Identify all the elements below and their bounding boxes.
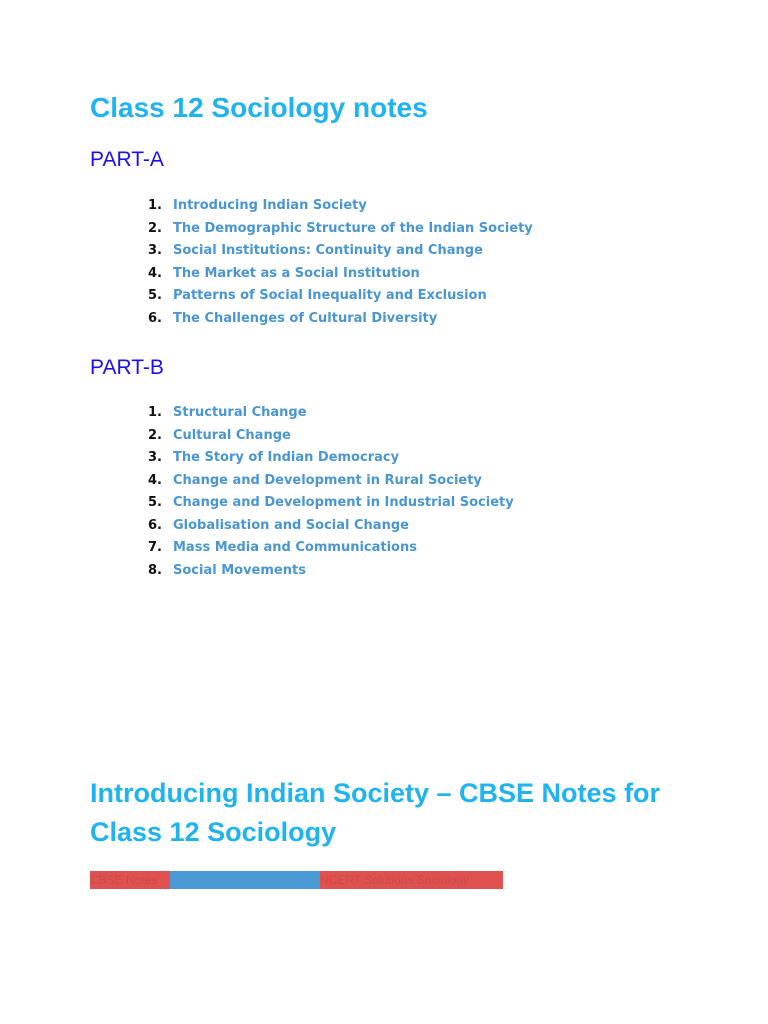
list-item [148, 561, 514, 584]
chapter-link[interactable]: Structural Change [173, 405, 307, 420]
list-number: 3. [148, 450, 162, 465]
list-number: 1. [148, 198, 162, 213]
tag-bar [90, 871, 503, 889]
list-item [148, 493, 514, 516]
list-item [148, 471, 514, 494]
chapter-link[interactable]: Cultural Change [173, 427, 291, 443]
part-b-heading: PART-B [90, 356, 164, 379]
list-number: 6. [148, 310, 162, 326]
page-title: Class 12 Sociology notes [90, 92, 428, 123]
chapter-link[interactable]: The Market as a Social Institution [173, 265, 420, 281]
list-number: 2. [148, 427, 162, 443]
list-number: 4. [148, 265, 162, 281]
chapter-link[interactable]: Social Movements [173, 562, 306, 578]
list-number: 2. [148, 220, 162, 236]
list-item [148, 538, 514, 561]
list-number: 5. [148, 495, 162, 510]
list-item [148, 448, 514, 471]
list-number: 6. [148, 517, 162, 533]
chapter-link[interactable]: The Demographic Structure of the Indian Society [173, 220, 533, 236]
part-b-chapter-list [148, 403, 514, 583]
list-item [148, 264, 533, 287]
chapter-link[interactable]: Globalisation and Social Change [173, 517, 409, 533]
article-title: Introducing Indian Society – CBSE Notes for Class 12 Sociology [90, 778, 661, 847]
chapter-link[interactable]: Introducing Indian Society [173, 198, 367, 213]
list-item [148, 426, 514, 449]
list-item [148, 286, 533, 309]
list-number: 7. [148, 540, 162, 555]
chapter-link[interactable]: The Challenges of Cultural Diversity [173, 310, 438, 326]
tag-cbse-notes[interactable]: CBSE Notes [90, 871, 170, 889]
list-number: 4. [148, 472, 162, 488]
list-item [148, 516, 514, 539]
list-item [148, 196, 533, 219]
list-number: 8. [148, 562, 162, 578]
part-a-chapter-list [148, 196, 533, 331]
list-number: 1. [148, 405, 162, 420]
list-number: 3. [148, 243, 162, 258]
chapter-link[interactable]: Patterns of Social Inequality and Exclusion [173, 288, 487, 303]
chapter-link[interactable]: Social Institutions: Continuity and Change [173, 243, 483, 258]
list-item [148, 219, 533, 242]
tag-ncert-solutions-sociology[interactable]: NCERT Solutions Sociology [320, 871, 503, 889]
list-item [148, 403, 514, 426]
chapter-link[interactable]: The Story of Indian Democracy [173, 450, 400, 465]
chapter-link[interactable]: Change and Development in Industrial Society [173, 495, 514, 510]
list-item [148, 241, 533, 264]
list-number: 5. [148, 288, 162, 303]
chapter-link[interactable]: Change and Development in Rural Society [173, 472, 482, 488]
list-item [148, 309, 533, 332]
part-a-heading: PART-A [90, 148, 164, 171]
chapter-link[interactable]: Mass Media and Communications [173, 540, 417, 555]
